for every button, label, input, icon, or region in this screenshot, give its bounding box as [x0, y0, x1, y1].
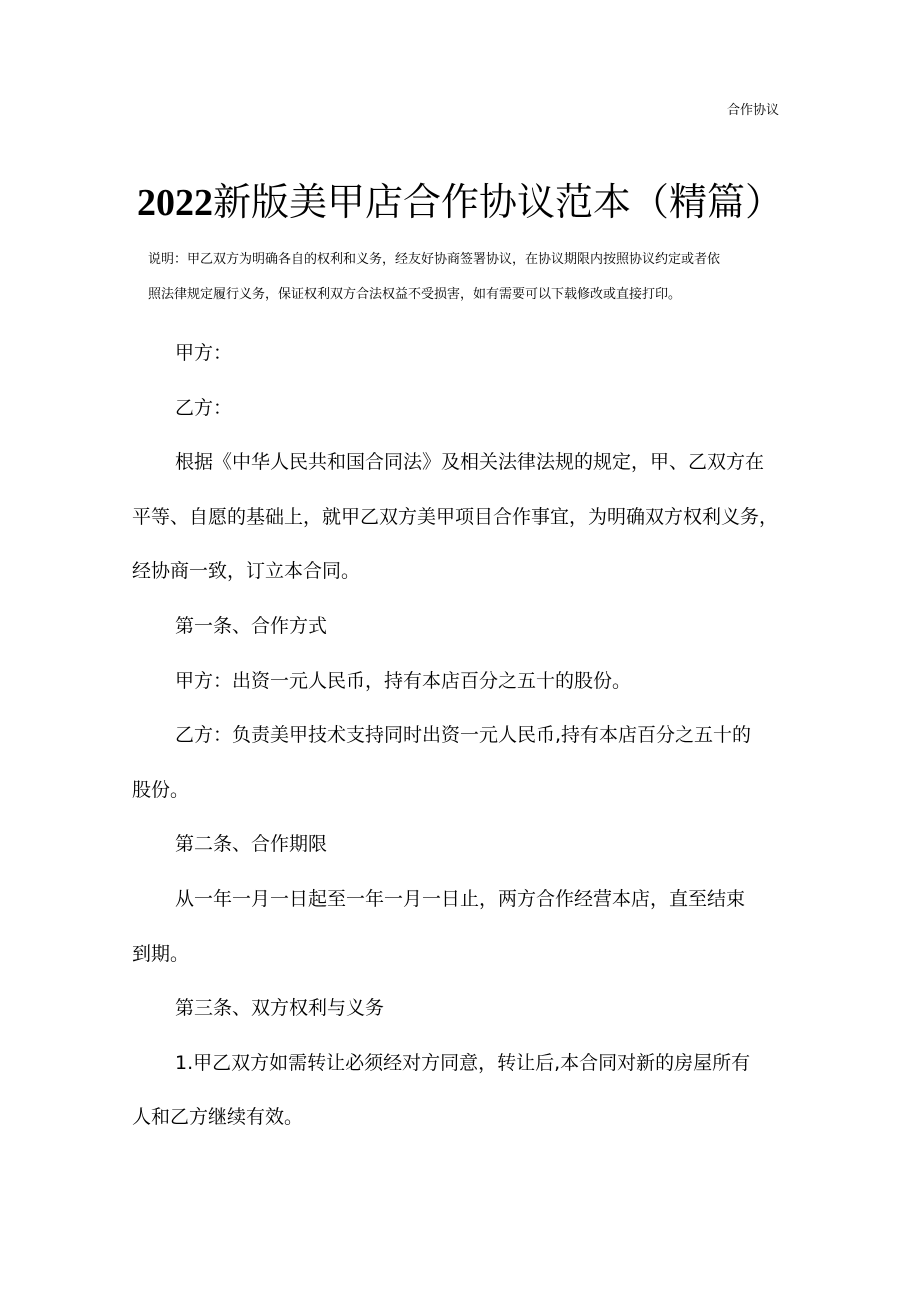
paragraph-line: 从一年一月一日起至一年一月一日止，两方合作经营本店，直至结束 — [175, 887, 746, 910]
document-title — [0, 176, 920, 229]
article-heading: 第一条、合作方式 — [175, 614, 328, 637]
paragraph-line: 1.甲乙双方如需转让必须经对方同意，转让后,本合同对新的房屋所有 — [175, 1051, 751, 1074]
paragraph-line: 人和乙方继续有效。 — [132, 1106, 304, 1129]
title-year: 2022 — [136, 182, 213, 224]
title-text: 新版美甲店合作协议范本（精篇） — [212, 180, 783, 224]
page-header: 合作协议 — [726, 103, 779, 118]
paragraph-line: 平等、自愿的基础上，就甲乙双方美甲项目合作事宜，为明确双方权利义务， — [132, 505, 779, 528]
party-a-label: 甲方： — [175, 342, 233, 364]
paragraph-line: 甲方：出资一元人民币，持有本店百分之五十的股份。 — [175, 669, 632, 692]
article-heading: 第二条、合作期限 — [175, 833, 328, 856]
note-line: 说明：甲乙双方为明确各自的权利和义务，经友好协商签署协议，在协议期限内按照协议约定或者依 — [148, 252, 721, 267]
paragraph-line: 经协商一致，订立本合同。 — [132, 560, 361, 583]
paragraph-line: 到期。 — [132, 942, 190, 965]
party-b-label: 乙方： — [175, 396, 233, 419]
description-note — [148, 242, 808, 312]
note-line: 照法律规定履行义务，保证权利双方合法权益不受损害，如有需要可以下载修改或直接打印。 — [148, 287, 682, 302]
paragraph-line: 根据《中华人民共和国合同法》及相关法律法规的规定，甲、乙双方在 — [175, 451, 765, 474]
document-body — [132, 326, 817, 1145]
article-heading: 第三条、双方权利与义务 — [175, 997, 385, 1020]
paragraph-line: 乙方：负责美甲技术支持同时出资一元人民币,持有本店百分之五十的 — [175, 724, 752, 747]
paragraph-line: 股份。 — [132, 778, 190, 801]
